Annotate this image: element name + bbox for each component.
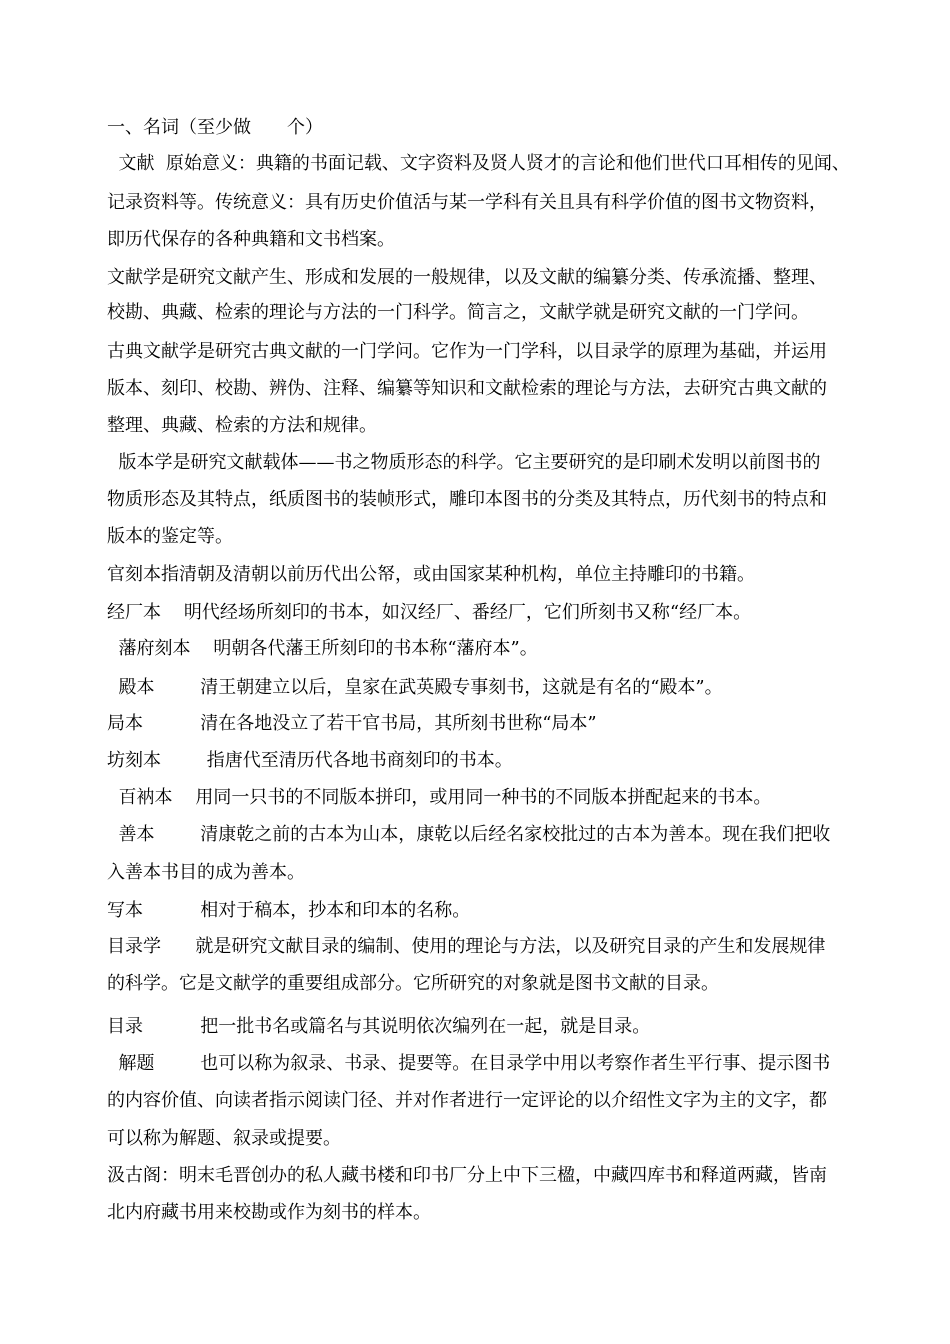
text-line: 经厂本 明代经场所刻印的书本，如汉经厂、番经厂，它们所刻书又称“经厂本。 — [107, 602, 752, 623]
text-line: 版本、刻印、校勘、辨伪、注释、编纂等知识和文献检索的理论与方法，去研究古典文献的 — [107, 378, 827, 399]
text-line: 古典文献学是研究古典文献的一门学问。它作为一门学科，以目录学的原理为基础，并运用 — [107, 341, 827, 362]
text-line: 的内容价值、向读者指示阅读门径、并对作者进行一定评论的以介绍性文字为主的文字，都 — [107, 1090, 827, 1111]
text-line: 版本的鉴定等。 — [107, 526, 233, 547]
text-line: 目录 把一批书名或篇名与其说明依次编列在一起，就是目录。 — [107, 1016, 651, 1037]
text-line: 物质形态及其特点，纸质图书的装帧形式，雕印本图书的分类及其特点，历代刻书的特点和 — [107, 489, 827, 510]
text-line: 藩府刻本 明朝各代藩王所刻印的书本称“藩府本”。 — [107, 638, 538, 659]
text-line: 坊刻本 指唐代至清历代各地书商刻印的书本。 — [107, 750, 513, 771]
text-line: 写本 相对于稿本，抄本和印本的名称。 — [107, 900, 471, 921]
text-line: 北内府藏书用来校勘或作为刻书的样本。 — [107, 1202, 431, 1223]
text-line: 善本 清康乾之前的古本为山本，康乾以后经名家校批过的古本为善本。现在我们把收 — [107, 824, 831, 845]
text-line: 入善本书目的成为善本。 — [107, 862, 305, 883]
section-heading: 一、名词（至少做 个） — [107, 117, 323, 138]
text-line: 局本 清在各地没立了若干官书局，其所刻书世称“局本” — [107, 713, 597, 734]
text-line: 记录资料等。传统意义：具有历史价值活与某一学科有关且具有科学价值的图书文物资料， — [107, 192, 827, 213]
text-line: 版本学是研究文献载体——书之物质形态的科学。它主要研究的是印刷术发明以前图书的 — [107, 452, 821, 473]
text-line: 可以称为解题、叙录或提要。 — [107, 1128, 341, 1149]
text-line: 殿本 清王朝建立以后，皇家在武英殿专事刻书，这就是有名的“殿本”。 — [107, 677, 723, 698]
text-line: 百衲本 用同一只书的不同版本拼印，或用同一种书的不同版本拼配起来的书本。 — [107, 787, 772, 808]
text-line: 解题 也可以称为叙录、书录、提要等。在目录学中用以考察作者生平行事、提示图书 — [107, 1053, 831, 1074]
text-line: 文献学是研究文献产生、形成和发展的一般规律，以及文献的编纂分类、传承流播、整理、 — [107, 267, 827, 288]
text-line: 即历代保存的各种典籍和文书档案。 — [107, 229, 395, 250]
text-line: 目录学 就是研究文献目录的编制、使用的理论与方法，以及研究目录的产生和发展规律 — [107, 936, 826, 957]
text-line: 校勘、典藏、检索的理论与方法的一门科学。简言之，文献学就是研究文献的一门学问。 — [107, 302, 809, 323]
text-line: 整理、典藏、检索的方法和规律。 — [107, 415, 377, 436]
text-line: 的科学。它是文献学的重要组成部分。它所研究的对象就是图书文献的目录。 — [107, 973, 719, 994]
text-line: 文献 原始意义：典籍的书面记载、文字资料及贤人贤才的言论和他们世代口耳相传的见闻、 — [107, 153, 850, 174]
text-line: 官刻本指清朝及清朝以前历代出公帑，或由国家某种机构，单位主持雕印的书籍。 — [107, 564, 755, 585]
text-line: 汲古阁：明末毛晋创办的私人藏书楼和印书厂分上中下三楹，中藏四库书和释道两藏，皆南 — [107, 1165, 827, 1186]
